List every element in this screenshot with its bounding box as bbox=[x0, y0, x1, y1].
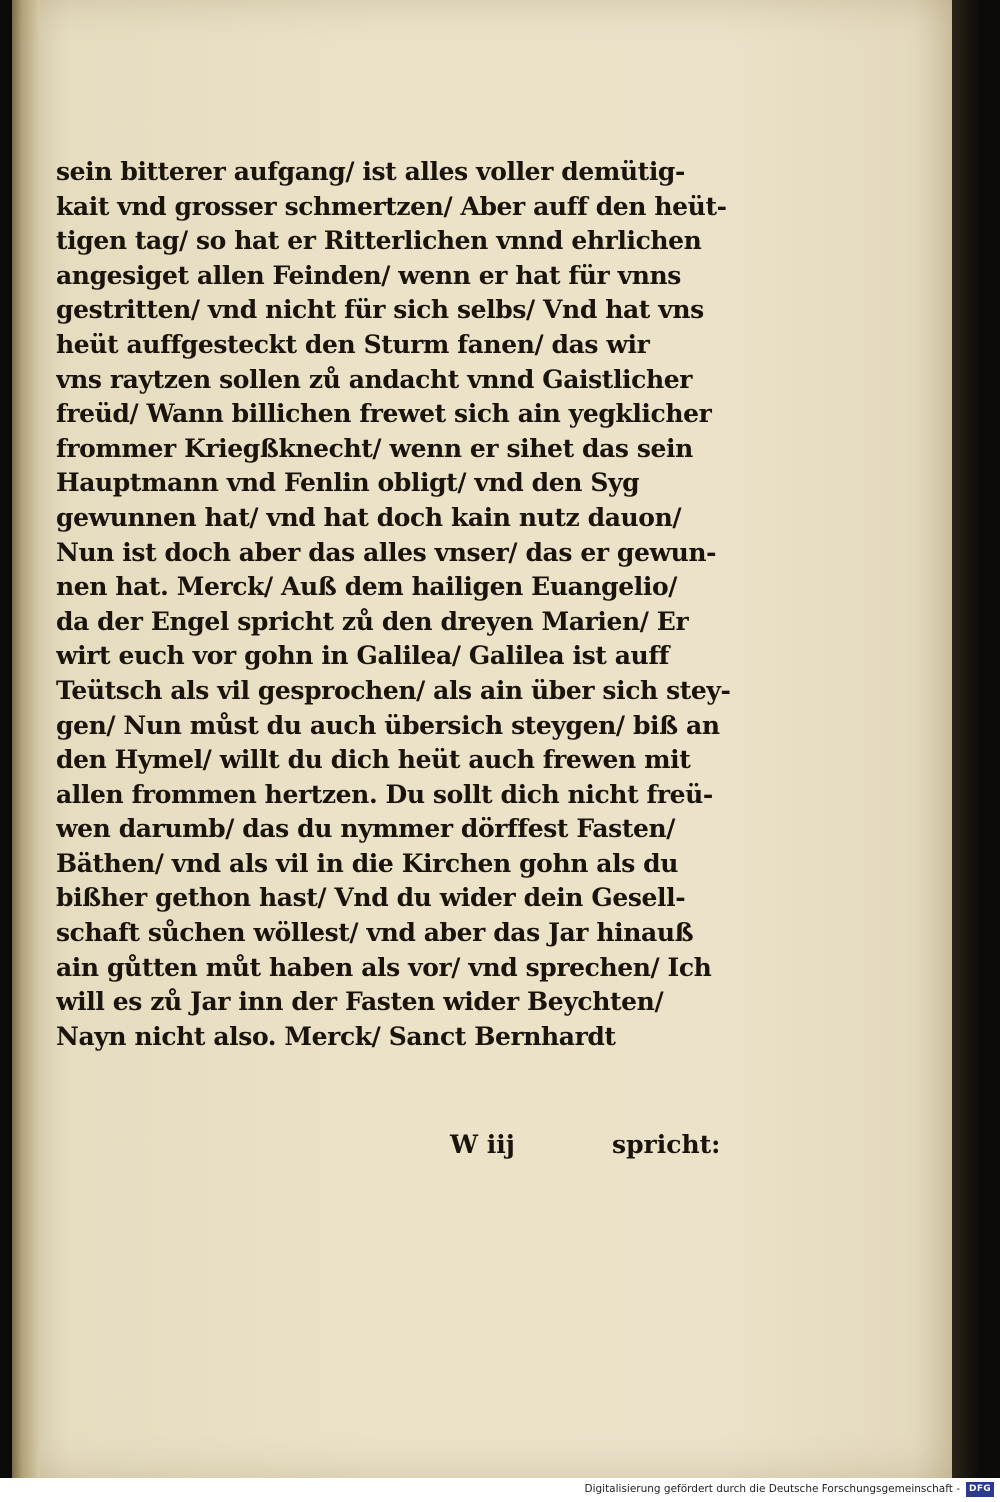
text-line: schaft sůchen wöllest/ vnd aber das Jar hinauß bbox=[56, 918, 694, 948]
text-line: Teütsch als vil gesprochen/ als ain über sich stey- bbox=[56, 675, 731, 705]
text-line: kait vnd grosser schmertzen/ Aber auff den heüt- bbox=[56, 191, 727, 221]
text-line: wirt euch vor gohn in Galilea/ Galilea ist auff bbox=[56, 641, 670, 671]
text-line: freüd/ Wann billichen frewet sich ain yegklicher bbox=[56, 399, 712, 429]
digitization-footer bbox=[0, 1478, 1000, 1502]
text-line: frommer Kriegßknecht/ wenn er sihet das sein bbox=[56, 433, 693, 463]
text-line: ain gůtten můt haben als vor/ vnd sprechen/ Ich bbox=[56, 952, 712, 982]
signature-line bbox=[442, 1128, 752, 1168]
text-line: nen hat. Merck/ Auß dem hailigen Euangelio/ bbox=[56, 572, 677, 602]
page-binding-edge bbox=[12, 0, 40, 1478]
text-line: gewunnen hat/ vnd hat doch kain nutz dauon/ bbox=[56, 502, 682, 532]
text-line: will es zů Jar inn der Fasten wider Beychten/ bbox=[56, 987, 664, 1017]
dfg-logo: DFG bbox=[966, 1482, 994, 1497]
text-line: da der Engel spricht zů den dreyen Marien/ Er bbox=[56, 606, 689, 636]
text-line: bißher gethon hast/ Vnd du wider dein Gesell- bbox=[56, 883, 686, 913]
text-line: Nayn nicht also. Merck/ Sanct Bernhardt bbox=[56, 1021, 616, 1051]
text-line: gen/ Nun můst du auch übersich steygen/ biß an bbox=[56, 710, 720, 740]
text-line: sein bitterer aufgang/ ist alles voller demütig- bbox=[56, 157, 685, 186]
signature-mark: W iij bbox=[450, 1130, 515, 1159]
text-line: Bäthen/ vnd als vil in die Kirchen gohn als du bbox=[56, 848, 679, 878]
text-line: Hauptmann vnd Fenlin obligt/ vnd den Syg bbox=[56, 468, 640, 498]
text-line: Nun ist doch aber das alles vnser/ das er gewun- bbox=[56, 537, 717, 567]
text-line: wen darumb/ das du nymmer dörffest Fasten/ bbox=[56, 814, 675, 844]
funding-credit: Digitalisierung gefördert durch die Deutsche Forschungsgemeinschaft - bbox=[584, 1483, 960, 1495]
text-line: tigen tag/ so hat er Ritterlichen vnnd ehrlichen bbox=[56, 226, 702, 256]
text-line: allen frommen hertzen. Du sollt dich nicht freü- bbox=[56, 779, 713, 809]
book-page bbox=[12, 0, 952, 1478]
text-line: heüt auffgesteckt den Sturm fanen/ das wir bbox=[56, 329, 650, 359]
text-line: den Hymel/ willt du dich heüt auch frewen mit bbox=[56, 745, 691, 775]
text-line: gestritten/ vnd nicht für sich selbs/ Vnd hat vns bbox=[56, 295, 704, 325]
catchword: spricht: bbox=[612, 1130, 721, 1159]
text-block bbox=[56, 155, 736, 1054]
text-line: angesiget allen Feinden/ wenn er hat für vnns bbox=[56, 260, 681, 290]
text-line: vns raytzen sollen zů andacht vnnd Gaistlicher bbox=[56, 364, 693, 394]
scan-border-right bbox=[952, 0, 1000, 1478]
